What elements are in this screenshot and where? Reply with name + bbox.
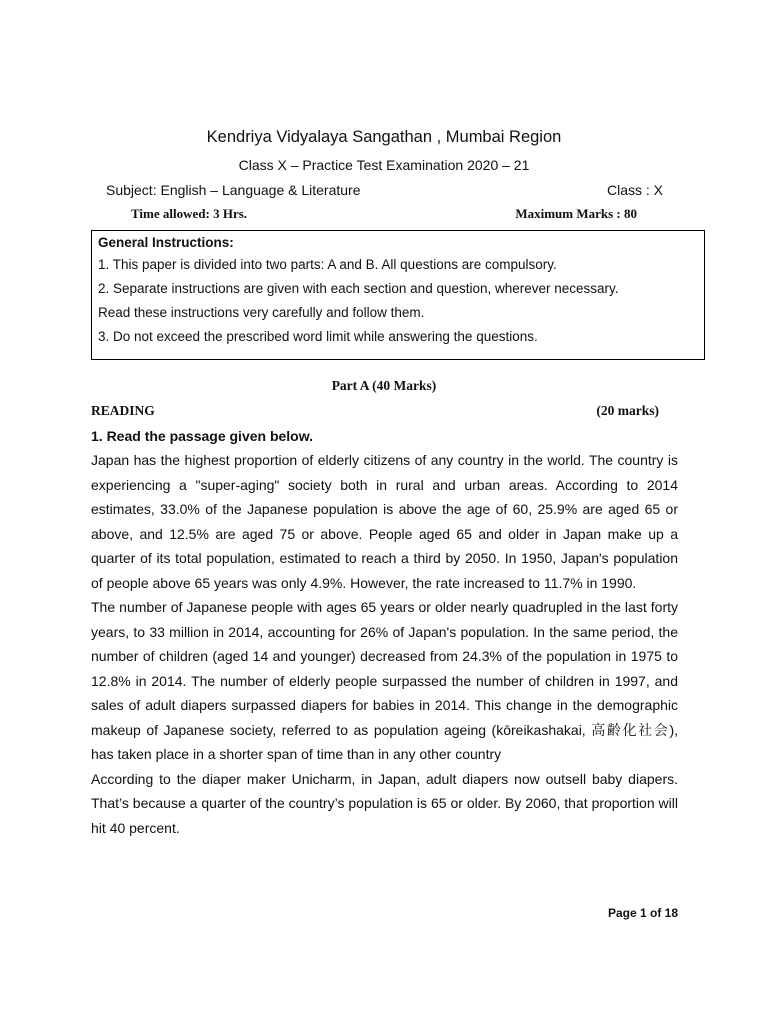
passage-paragraph: The number of Japanese people with ages 65 years or older nearly quadrupled in the last forty years, to 33 million in 2014, accounting for 26% of Japan's population. In the same period, the number of children (aged 14 and younger) decreased from 24.3% of the population in 1975 to 12.8% in 2014. The number of elderly people surpassed the number of children in 1997, and sales of adult diapers surpassed diapers for babies in 2014. This change in the demographic makeup of Japanese society, referred to as population ageing (kōreikashakai, 高齢化社会), has taken place in a shorter span of time than in any other country <box>91 599 678 762</box>
organization-title: Kendriya Vidyalaya Sangathan , Mumbai Region <box>206 128 562 146</box>
reading-row <box>91 403 659 419</box>
time-allowed: Time allowed: 3 Hrs. <box>131 206 248 221</box>
maximum-marks: Maximum Marks : 80 <box>515 206 637 221</box>
instruction-item: Read these instructions very carefully and follow them. <box>98 305 425 320</box>
page-number: Page 1 of 18 <box>607 906 678 920</box>
passage-paragraph: Japan has the highest proportion of elderly citizens of any country in the world. The country is experiencing a "super-aging" society both in rural and urban areas. According to 2014 estimates, 33.0% of the Japanese population is above the age of 60, 25.9% are aged 65 or above, and 12.5% are aged 75 or above. People aged 65 and older in Japan make up a quarter of its total population, estimated to reach a third by 2050. In 1950, Japan's population of people above 65 years was only 4.9%. However, the rate increased to 11.7% in 1990. <box>91 452 678 591</box>
exam-title: Class X – Practice Test Examination 2020 – 21 <box>238 157 530 173</box>
time-marks-row <box>131 206 637 222</box>
instructions-heading: General Instructions: <box>98 235 234 250</box>
instruction-item: 3. Do not exceed the prescribed word limit while answering the questions. <box>98 329 538 344</box>
subject-label: Subject: English – Language & Literature <box>106 182 361 198</box>
general-instructions-box <box>91 230 705 360</box>
part-a-heading: Part A (40 Marks) <box>331 378 437 393</box>
reading-section-label: READING <box>91 403 155 418</box>
subject-row <box>106 182 663 198</box>
instruction-item: 1. This paper is divided into two parts: A and B. All questions are compulsory. <box>98 257 557 272</box>
question-heading: 1. Read the passage given below. <box>91 428 313 444</box>
reading-section-marks: (20 marks) <box>596 403 659 418</box>
instruction-item: 2. Separate instructions are given with each section and question, wherever necessary. <box>98 281 619 296</box>
passage-paragraph: According to the diaper maker Unicharm, in Japan, adult diapers now outsell baby diapers. That’s because a quarter of the country’s population is 65 or older. By 2060, that proportion will hit 40 percent. <box>91 770 678 836</box>
reading-passage <box>91 448 678 840</box>
class-label: Class : X <box>606 182 663 198</box>
